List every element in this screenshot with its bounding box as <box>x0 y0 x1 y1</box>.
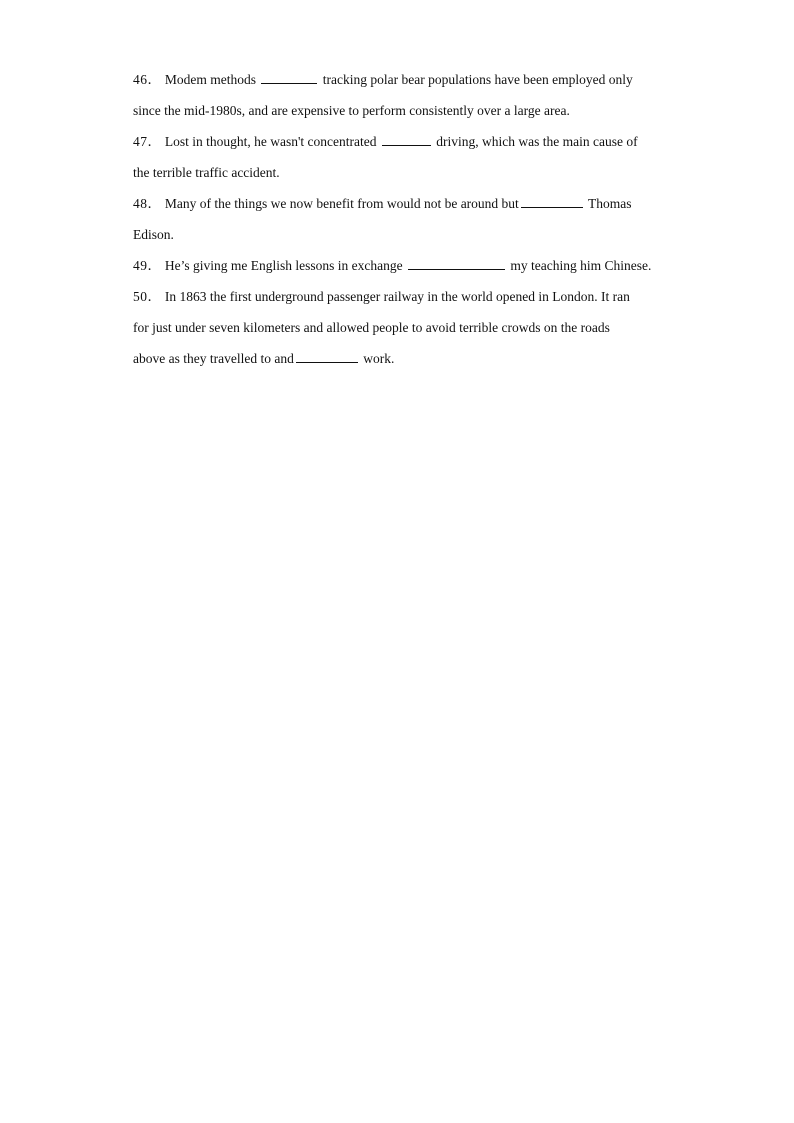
question-50-line-2 <box>133 312 673 343</box>
answer-blank[interactable] <box>296 348 358 363</box>
answer-blank[interactable] <box>408 255 505 270</box>
question-text: the terrible traffic accident. <box>133 165 280 180</box>
question-text: He’s giving me English lessons in exchange <box>164 258 403 273</box>
question-46-line-1 <box>133 64 673 95</box>
question-text: Edison. <box>133 227 174 242</box>
question-number: 48． <box>133 196 162 211</box>
question-text: work. <box>363 351 395 366</box>
question-text: In 1863 the first underground passenger railway in the world opened in London. It ran <box>164 289 630 304</box>
question-text: Modem methods <box>164 72 256 87</box>
question-text: driving, which was the main cause of <box>436 134 638 149</box>
question-text: since the mid-1980s, and are expensive to perform consistently over a large area. <box>133 103 570 118</box>
question-47-line-1 <box>133 126 673 157</box>
question-47-line-2 <box>133 157 673 188</box>
question-number: 46． <box>133 72 162 87</box>
answer-blank[interactable] <box>261 69 317 84</box>
question-49-line-1 <box>133 250 673 281</box>
question-number: 47． <box>133 134 162 149</box>
question-number: 50． <box>133 289 162 304</box>
answer-blank[interactable] <box>521 193 583 208</box>
question-48-line-2 <box>133 219 673 250</box>
question-text: Lost in thought, he wasn't concentrated <box>164 134 377 149</box>
question-text: for just under seven kilometers and allowed people to avoid terrible crowds on the roads <box>133 320 610 335</box>
exercise-list <box>133 64 673 374</box>
question-text: tracking polar bear populations have been employed only <box>322 72 633 87</box>
question-text: Thomas <box>587 196 632 211</box>
answer-blank[interactable] <box>382 131 431 146</box>
question-text: my teaching him Chinese. <box>510 258 652 273</box>
question-text: Many of the things we now benefit from would not be around but <box>164 196 519 211</box>
question-48-line-1 <box>133 188 673 219</box>
question-50-line-1 <box>133 281 673 312</box>
question-text: above as they travelled to and <box>133 351 294 366</box>
question-46-line-2 <box>133 95 673 126</box>
question-50-line-3 <box>133 343 673 374</box>
question-number: 49． <box>133 258 162 273</box>
